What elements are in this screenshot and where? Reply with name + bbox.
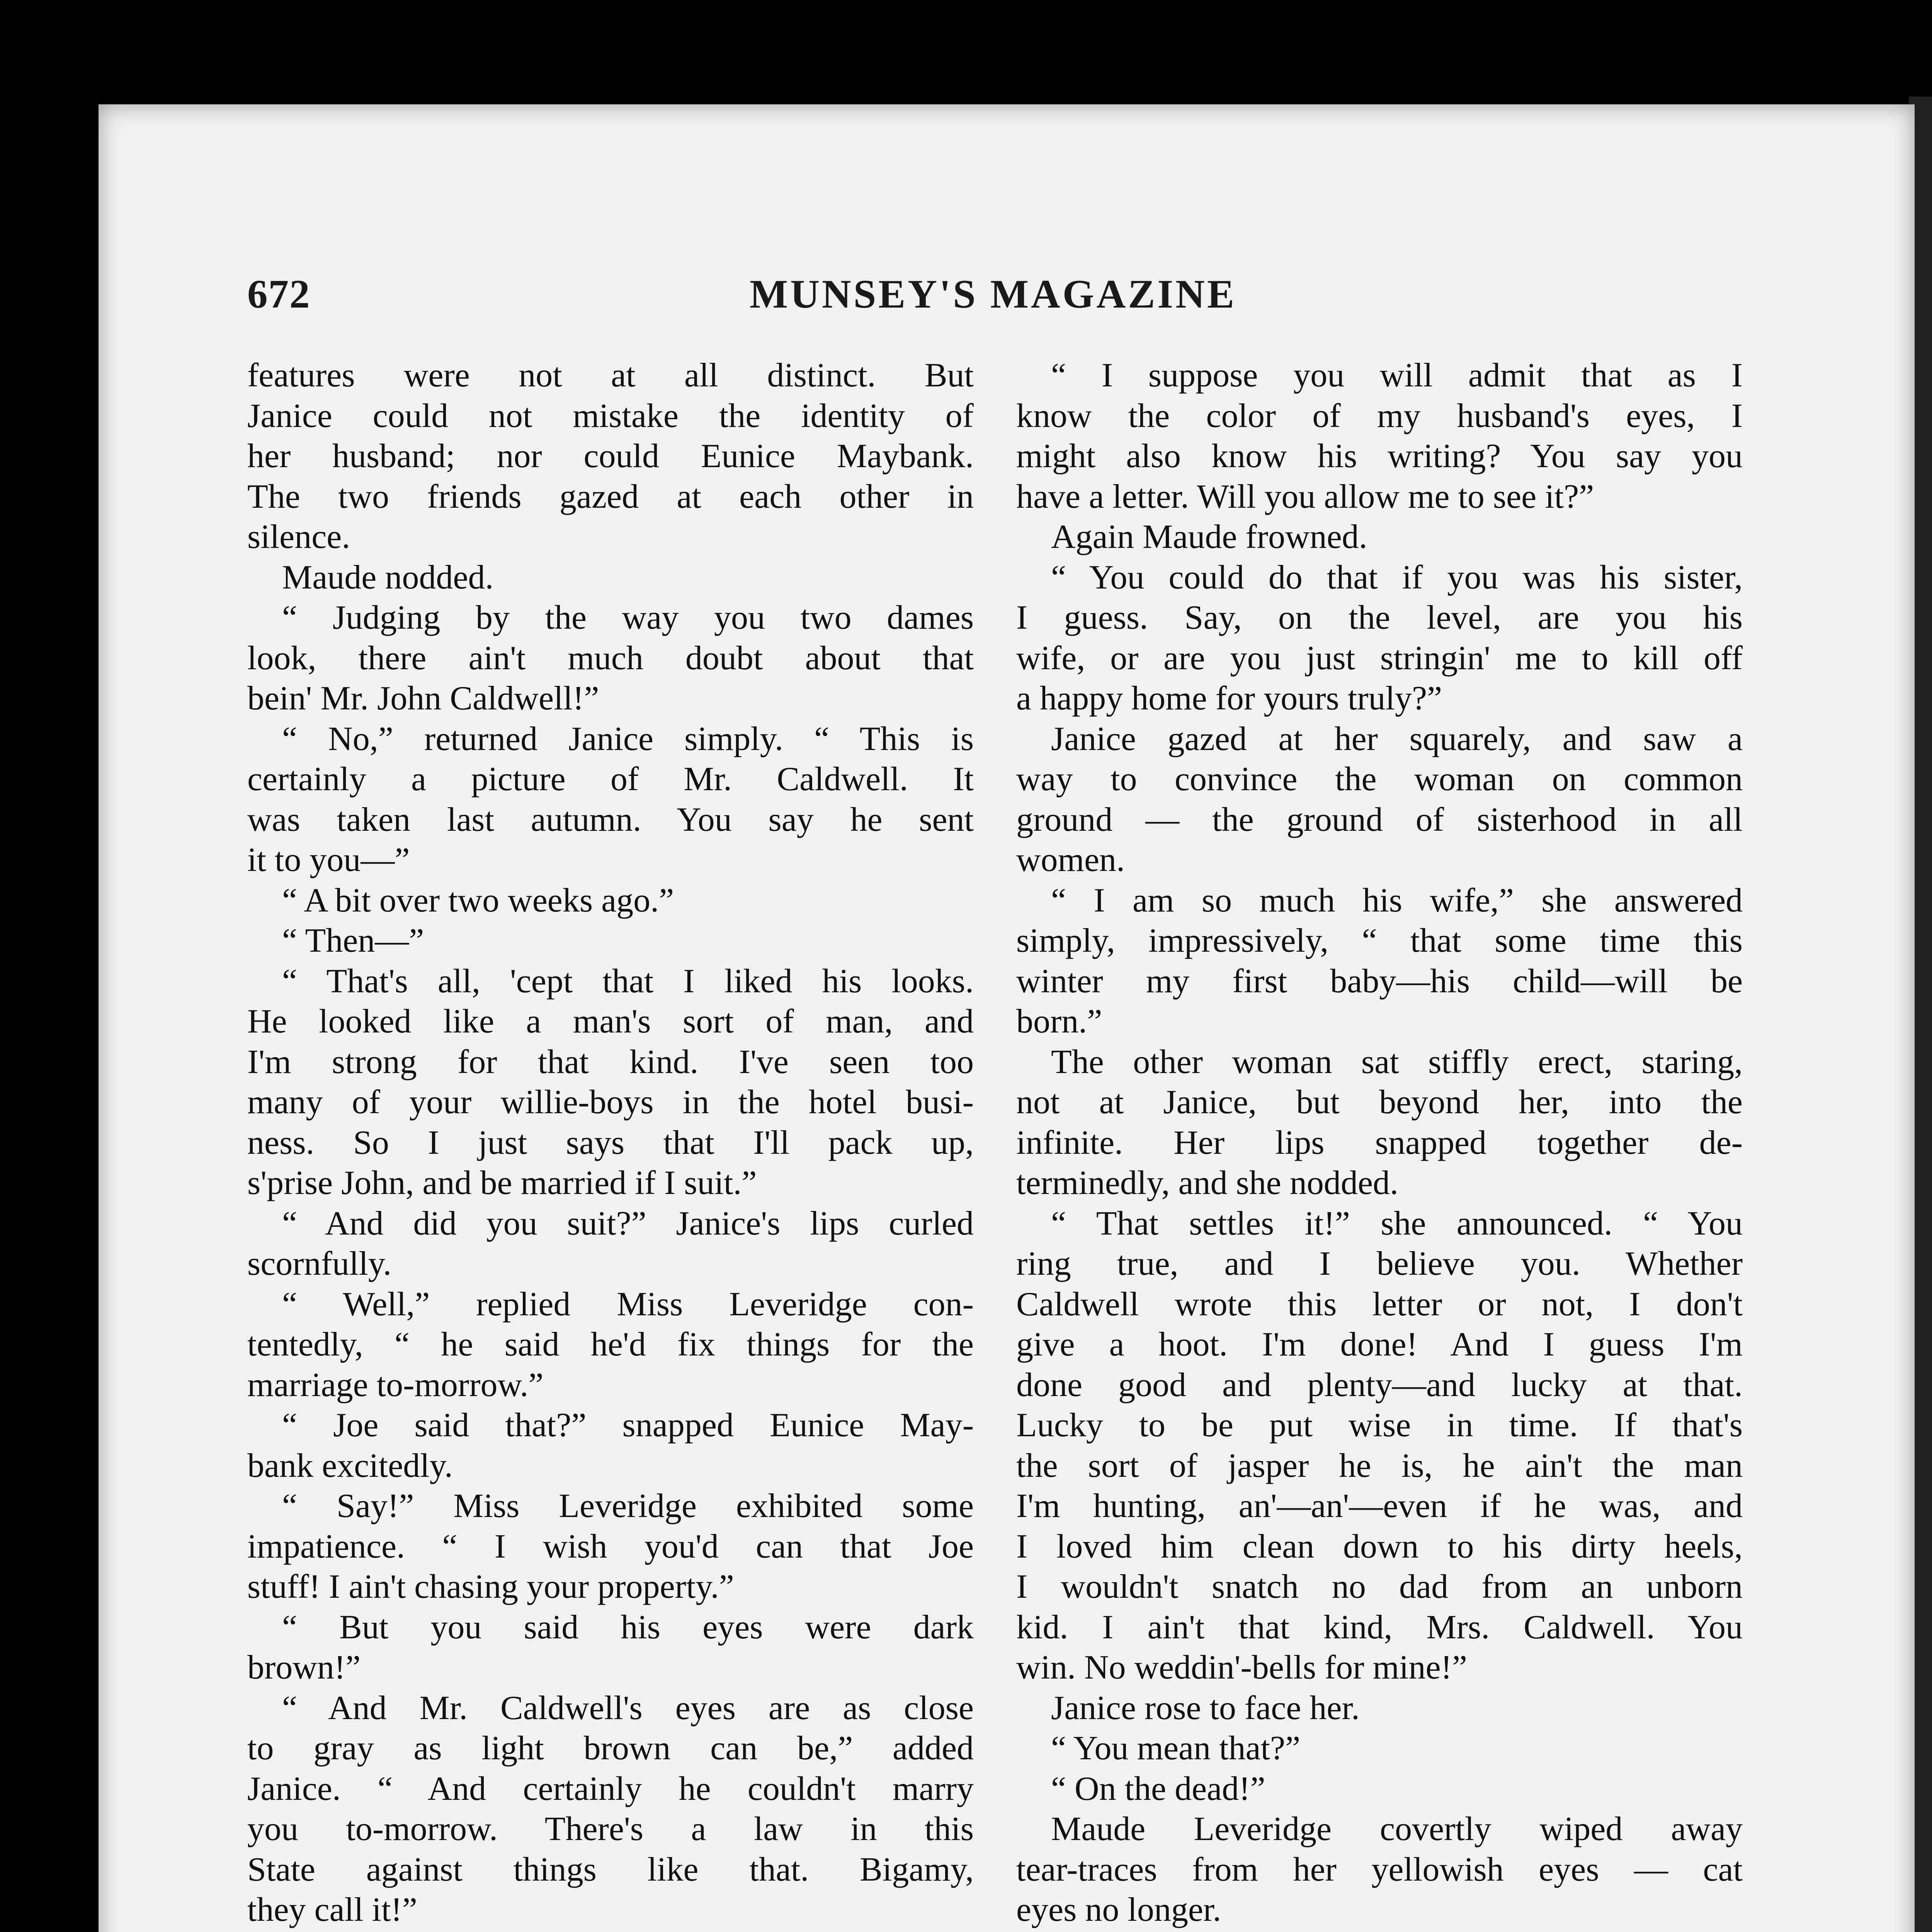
text-line: a happy home for yours truly?” — [1016, 680, 1442, 717]
text-line: Janice gazed at her squarely, and saw a — [1051, 720, 1743, 758]
text-line: I wouldn't snatch no dad from an unborn — [1016, 1568, 1743, 1605]
text-line: way to convince the woman on common — [1016, 760, 1743, 798]
text-line: silence. — [247, 518, 350, 556]
text-line: might also know his writing? You say you — [1016, 437, 1743, 475]
text-line: He looked like a man's sort of man, and — [247, 1003, 974, 1040]
text-line: bein' Mr. John Caldwell!” — [247, 680, 599, 717]
text-line: not at Janice, but beyond her, into the — [1016, 1083, 1743, 1121]
text-line: eyes no longer. — [1016, 1891, 1221, 1929]
text-line: have a letter. Will you allow me to see it?” — [1016, 478, 1594, 515]
text-line: winter my first baby—his child—will be — [1016, 962, 1743, 1000]
text-line: terminedly, and she nodded. — [1016, 1164, 1398, 1202]
text-line: I'm hunting, an'—an'—even if he was, and — [1016, 1487, 1743, 1525]
text-line: s'prise John, and be married if I suit.” — [247, 1164, 757, 1202]
text-line: stuff! I ain't chasing your property.” — [247, 1568, 734, 1605]
text-line: brown!” — [247, 1649, 361, 1686]
text-line: certainly a picture of Mr. Caldwell. It — [247, 760, 974, 798]
text-line: State against things like that. Bigamy, — [247, 1850, 974, 1888]
text-line: done good and plenty—and lucky at that. — [1016, 1366, 1743, 1404]
text-line: they call it!” — [247, 1891, 417, 1929]
text-line: The two friends gazed at each other in — [247, 478, 974, 515]
text-line: know the color of my husband's eyes, I — [1016, 397, 1743, 435]
text-line: infinite. Her lips snapped together de- — [1016, 1124, 1743, 1162]
text-line: “ I am so much his wife,” she answered — [1051, 881, 1743, 919]
text-line: “ You mean that?” — [1051, 1730, 1301, 1767]
text-line: Caldwell wrote this letter or not, I don't — [1016, 1285, 1743, 1323]
text-line — [247, 1930, 974, 1932]
right-text-column — [1016, 355, 1743, 1932]
text-line: bank excitedly. — [247, 1447, 453, 1485]
text-line: simply, impressively, “ that some time this — [1016, 922, 1743, 959]
text-line: to gray as light brown can be,” added — [247, 1730, 974, 1767]
text-line — [1016, 1930, 1743, 1932]
text-line: “ I suppose you will admit that as I — [1051, 357, 1743, 394]
text-line: Janice could not mistake the identity of — [247, 397, 974, 435]
text-line: I guess. Say, on the level, are you his — [1016, 599, 1743, 636]
text-line: “ Then—” — [282, 922, 424, 959]
text-line: “ And Mr. Caldwell's eyes are as close — [282, 1689, 974, 1727]
text-line: I'm strong for that kind. I've seen too — [247, 1043, 974, 1081]
text-line: it to you—” — [247, 841, 410, 879]
text-line: “ Judging by the way you two dames — [282, 599, 974, 636]
text-line: “ No,” returned Janice simply. “ This is — [282, 720, 974, 758]
text-line: I loved him clean down to his dirty heels, — [1016, 1527, 1743, 1565]
text-line: marriage to-morrow.” — [247, 1366, 544, 1404]
magazine-title: MUNSEY'S MAGAZINE — [750, 271, 1237, 316]
text-line: ring true, and I believe you. Whether — [1016, 1245, 1743, 1282]
text-line: her husband; nor could Eunice Maybank. — [247, 437, 974, 475]
text-line: “ But you said his eyes were dark — [282, 1608, 974, 1646]
text-line: “ On the dead!” — [1051, 1770, 1265, 1808]
text-line: impatience. “ I wish you'd can that Joe — [247, 1527, 974, 1565]
text-line: born.” — [1016, 1003, 1102, 1040]
text-line: look, there ain't much doubt about that — [247, 639, 974, 677]
text-line: “ That settles it!” she announced. “ You — [1051, 1204, 1743, 1242]
text-line: give a hoot. I'm done! And I guess I'm — [1016, 1326, 1743, 1363]
text-line: The other woman sat stiffly erect, staring, — [1051, 1043, 1743, 1081]
text-line: kid. I ain't that kind, Mrs. Caldwell. You — [1016, 1608, 1743, 1646]
text-line: “ And did you suit?” Janice's lips curled — [282, 1204, 974, 1242]
text-line: Janice. “ And certainly he couldn't marry — [247, 1770, 974, 1808]
text-line: Again Maude frowned. — [1051, 518, 1367, 556]
left-text-column — [247, 355, 974, 1932]
text-line: ness. So I just says that I'll pack up, — [247, 1124, 974, 1162]
text-line: Maude nodded. — [282, 558, 494, 596]
text-line: “ Well,” replied Miss Leveridge con- — [282, 1285, 974, 1323]
text-line: Janice rose to face her. — [1051, 1689, 1360, 1727]
text-line: tentedly, “ he said he'd fix things for the — [247, 1326, 974, 1363]
text-line: “ That's all, 'cept that I liked his looks. — [282, 962, 974, 1000]
text-line: ground — the ground of sisterhood in all — [1016, 801, 1743, 838]
page-number: 672 — [247, 271, 311, 316]
text-line: scornfully. — [247, 1245, 392, 1282]
text-line: Maude Leveridge covertly wiped away — [1051, 1810, 1743, 1848]
text-line: “ Joe said that?” snapped Eunice May- — [282, 1406, 974, 1444]
text-line: wife, or are you just stringin' me to kill off — [1016, 639, 1743, 677]
text-line: “ Say!” Miss Leveridge exhibited some — [282, 1487, 974, 1525]
text-line: “ A bit over two weeks ago.” — [282, 881, 674, 919]
text-line: was taken last autumn. You say he sent — [247, 801, 974, 838]
text-line: win. No weddin'-bells for mine!” — [1016, 1649, 1467, 1686]
text-line: tear-traces from her yellowish eyes — cat — [1016, 1850, 1743, 1888]
text-line: you to-morrow. There's a law in this — [247, 1810, 974, 1848]
text-line: women. — [1016, 841, 1125, 879]
text-line: “ You could do that if you was his sister, — [1051, 558, 1743, 596]
text-line: many of your willie-boys in the hotel busi- — [247, 1083, 974, 1121]
text-line: the sort of jasper he is, he ain't the man — [1016, 1447, 1743, 1485]
text-line: features were not at all distinct. But — [247, 357, 974, 394]
running-head — [247, 270, 1747, 340]
text-line: Lucky to be put wise in time. If that's — [1016, 1406, 1743, 1444]
